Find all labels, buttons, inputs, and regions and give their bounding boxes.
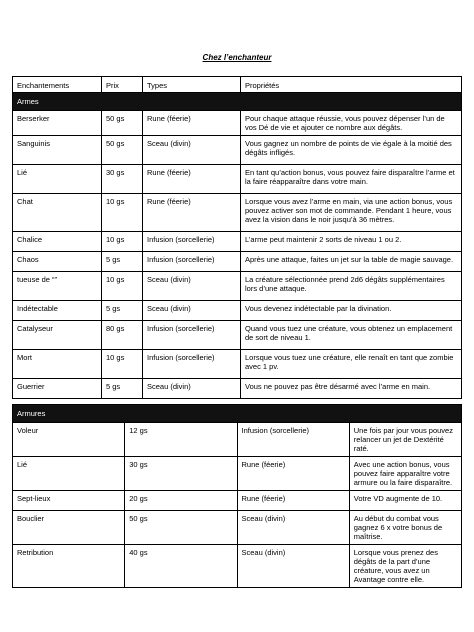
type-cell: Rune (féerie) <box>143 194 241 232</box>
properties-cell: Pour chaque attaque réussie, vous pouvez dépenser l’un de vos Dé de vie et ajouter ce nombre aux dégâts. <box>241 111 462 136</box>
type-cell: Infusion (sorcellerie) <box>143 350 241 379</box>
properties-cell: Quand vous tuez une créature, vous obtenez un emplacement de sort de niveau 1. <box>241 321 462 350</box>
enchantment-name-cell: Indétectable <box>13 301 102 321</box>
type-cell: Sceau (divin) <box>143 272 241 301</box>
section-row <box>13 93 462 111</box>
properties-cell: L’arme peut maintenir 2 sorts de niveau 1 ou 2. <box>241 232 462 252</box>
table-row <box>13 111 462 136</box>
enchantment-name-cell: Lié <box>13 165 102 194</box>
enchantment-name-cell: Chalice <box>13 232 102 252</box>
armor-rows <box>13 423 462 588</box>
enchantment-name-cell: Voleur <box>13 423 125 457</box>
price-cell: 50 gs <box>102 136 143 165</box>
type-cell: Rune (féerie) <box>143 111 241 136</box>
price-cell: 5 gs <box>102 301 143 321</box>
enchantment-name-cell: Chaos <box>13 252 102 272</box>
page-title: Chez l’enchanteur <box>202 53 272 62</box>
header-enchantements: Enchantements <box>13 77 102 93</box>
properties-cell: Après une attaque, faites un jet sur la table de magie sauvage. <box>241 252 462 272</box>
price-cell: 5 gs <box>102 379 143 399</box>
properties-cell: Vous gagnez un nombre de points de vie égale à la moitié des dégâts infligés. <box>241 136 462 165</box>
section-row <box>13 405 462 423</box>
table-row <box>13 252 462 272</box>
table-row <box>13 232 462 252</box>
properties-cell: Avec une action bonus, vous pouvez faire apparaître votre armure ou la faire disparaître. <box>349 457 461 491</box>
table-row <box>13 491 462 511</box>
price-cell: 50 gs <box>102 111 143 136</box>
table-row <box>13 165 462 194</box>
type-cell: Sceau (divin) <box>143 136 241 165</box>
enchantment-name-cell: tueuse de “” <box>13 272 102 301</box>
properties-cell: Vous devenez indétectable par la divination. <box>241 301 462 321</box>
enchantment-name-cell: Sanguinis <box>13 136 102 165</box>
table-row <box>13 301 462 321</box>
price-cell: 30 gs <box>125 457 237 491</box>
type-cell: Infusion (sorcellerie) <box>143 232 241 252</box>
properties-cell: Lorsque vous prenez des dégâts de la part d’une créature, vous avez un Avantage contre elle. <box>349 545 461 588</box>
price-cell: 30 gs <box>102 165 143 194</box>
section-title-armes: Armes <box>13 93 462 111</box>
properties-cell: Lorsque vous tuez une créature, elle renaît en tant que zombie avec 1 pv. <box>241 350 462 379</box>
price-cell: 40 gs <box>125 545 237 588</box>
properties-cell: La créature sélectionnée prend 2d6 dégâts supplémentaires lors d’une attaque. <box>241 272 462 301</box>
properties-cell: Lorsque vous avez l’arme en main, via une action bonus, vous pouvez activer son mot de commande. Pendant 1 heure, vous avez la vision dans le noir jusqu’à 36 mètres. <box>241 194 462 232</box>
type-cell: Rune (féerie) <box>237 491 349 511</box>
table-row <box>13 136 462 165</box>
price-cell: 10 gs <box>102 272 143 301</box>
type-cell: Sceau (divin) <box>143 379 241 399</box>
price-cell: 10 gs <box>102 350 143 379</box>
enchantment-name-cell: Mort <box>13 350 102 379</box>
header-types: Types <box>143 77 241 93</box>
type-cell: Sceau (divin) <box>237 545 349 588</box>
type-cell: Rune (féerie) <box>237 457 349 491</box>
price-cell: 50 gs <box>125 511 237 545</box>
price-cell: 5 gs <box>102 252 143 272</box>
table-row <box>13 350 462 379</box>
price-cell: 12 gs <box>125 423 237 457</box>
header-proprietes: Propriétés <box>241 77 462 93</box>
table-row <box>13 321 462 350</box>
weapons-rows <box>13 111 462 399</box>
enchantment-name-cell: Chat <box>13 194 102 232</box>
table-row <box>13 272 462 301</box>
type-cell: Rune (féerie) <box>143 165 241 194</box>
weapons-table <box>12 76 462 399</box>
header-prix: Prix <box>102 77 143 93</box>
price-cell: 20 gs <box>125 491 237 511</box>
enchantment-name-cell: Berserker <box>13 111 102 136</box>
section-title-armures: Armures <box>13 405 462 423</box>
properties-cell: Une fois par jour vous pouvez relancer un jet de Dextérité raté. <box>349 423 461 457</box>
properties-cell: Au début du combat vous gagnez 6 x votre bonus de maîtrise. <box>349 511 461 545</box>
table-row <box>13 511 462 545</box>
properties-cell: Vous ne pouvez pas être désarmé avec l’arme en main. <box>241 379 462 399</box>
enchantment-name-cell: Lié <box>13 457 125 491</box>
enchantment-name-cell: Bouclier <box>13 511 125 545</box>
table-row <box>13 423 462 457</box>
enchantment-name-cell: Sept-lieux <box>13 491 125 511</box>
price-cell: 10 gs <box>102 232 143 252</box>
table-header-row <box>13 77 462 93</box>
table-row <box>13 379 462 399</box>
type-cell: Infusion (sorcellerie) <box>237 423 349 457</box>
table-row <box>13 457 462 491</box>
type-cell: Infusion (sorcellerie) <box>143 252 241 272</box>
type-cell: Sceau (divin) <box>237 511 349 545</box>
properties-cell: Votre VD augmente de 10. <box>349 491 461 511</box>
table-row <box>13 194 462 232</box>
price-cell: 10 gs <box>102 194 143 232</box>
table-row <box>13 545 462 588</box>
enchantment-name-cell: Guerrier <box>13 379 102 399</box>
enchantment-name-cell: Retribution <box>13 545 125 588</box>
type-cell: Infusion (sorcellerie) <box>143 321 241 350</box>
price-cell: 80 gs <box>102 321 143 350</box>
type-cell: Sceau (divin) <box>143 301 241 321</box>
armor-table <box>12 404 462 588</box>
properties-cell: En tant qu’action bonus, vous pouvez faire disparaître l’arme et la faire réapparaître dans votre main. <box>241 165 462 194</box>
enchantment-name-cell: Catalyseur <box>13 321 102 350</box>
